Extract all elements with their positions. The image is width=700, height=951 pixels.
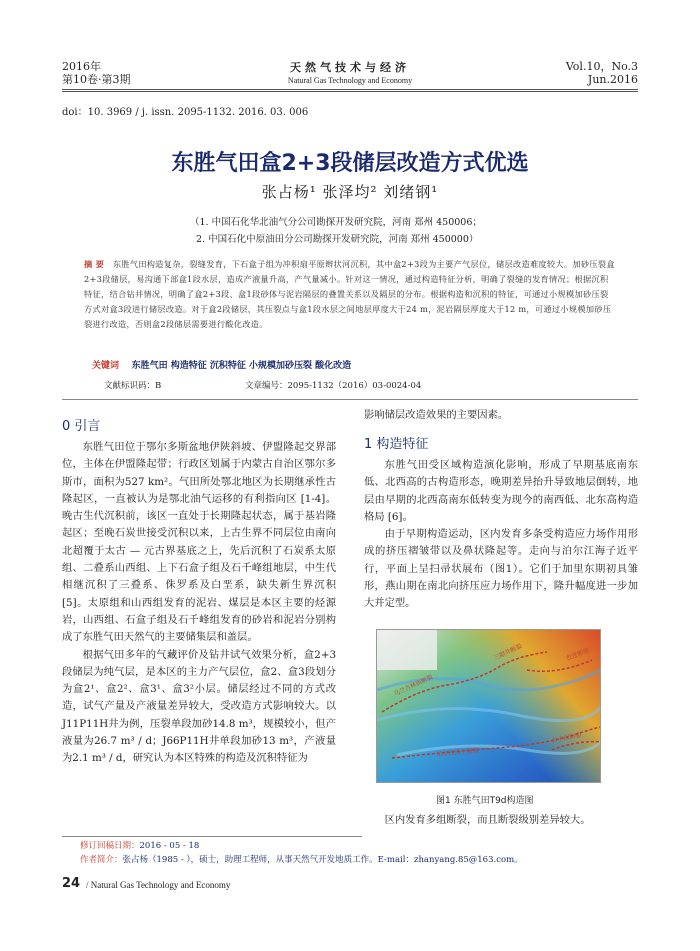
- clc-code: 文献标识码：B: [104, 381, 162, 391]
- header-date-en: Jun.2016: [587, 73, 638, 86]
- keywords-terms: 东胜气田 构造特征 沉积特征 小规模加砂压裂 酸化改造: [131, 361, 352, 371]
- section-intro-title: 0 引言: [62, 419, 101, 434]
- fault-label-5: 色连断裂: [565, 647, 591, 662]
- received-date: 2016 - 05 - 18: [139, 841, 200, 851]
- footnote-author: [80, 853, 523, 867]
- right-top-text: 影响储层改造效果的主要因素。: [364, 409, 509, 421]
- authors: 张占杨¹ 张泽均² 刘绪钢¹: [261, 183, 439, 201]
- structure-paragraph-1: 东胜气田受区域构造演化影响，形成了早期基底南东低、北西高的古构造形态，晚期差异抬升导致地层倒转，地层由早期的北西高南东低转变为现今的南西低、北东高构造格局 [6]。: [364, 459, 638, 523]
- fault-label-1: 乌兰吉林庙断裂: [392, 673, 434, 698]
- abstract: [84, 257, 616, 332]
- footer-journal: / Natural Gas Technology and Economy: [86, 880, 231, 890]
- intro-paragraph-1: 东胜气田位于鄂尔多斯盆地伊陕斜坡、伊盟隆起交界部位，主体在伊盟隆起带；行政区划属于内蒙古自治区鄂尔多斯市，面积为527 km²。气田所处鄂北地区为长期继承性古隆起区，一直被认为是鄂北油气运移的有利指向区 [1-4]。晚古生代沉积前，该区一直处于长期隆起状态，属于基岩隆起区；至晚石炭世接受沉积以来，上古生界不同层位由南向北超覆于太古 — 元古界基底之上，先后沉积了石炭系太原组、二叠系山西组、上下石盒子组及石千峰组地层，中生代相继沉积了三叠系、侏罗系及白垩系，缺失新生界沉积 [5]。太原组和山西组发育的泥岩、煤层是本区主要的烃源岩，山西组、石盒子组及石千峰组发育的砂岩和泥岩分别构成了东胜气田天然气的主要储集层和盖层。: [62, 441, 336, 644]
- fault-label-3: 三眼井断裂: [492, 642, 524, 662]
- header-journal-cn: 天然气技术与经济: [290, 61, 410, 74]
- after-figure-text: 区内发育多组断裂，而且断裂级别差异较大。: [384, 814, 591, 826]
- author-label: 作者简介：: [80, 855, 123, 865]
- footnote-rule: [62, 836, 362, 837]
- abstract-label: 摘 要: [84, 259, 105, 269]
- fault-label-4: 公卡汉断裂: [551, 731, 582, 744]
- header-rule-2: [62, 91, 638, 92]
- header-vol-en: Vol.10，No.3: [565, 60, 638, 73]
- page-number: 24: [62, 876, 81, 891]
- structure-map-figure: [376, 629, 601, 783]
- structure-paragraph-2: 由于早期构造运动，区内发育多条受构造应力场作用形成的挤压褶皱带以及鼻状隆起等。走向与泊尔江海子近平行，平面上呈扫帚状展布（图1）。它们于加里东期初具雏形，燕山期在南北向挤压应力场作用下，隆升幅度进一步加大并定型。: [364, 528, 638, 610]
- header-rule: [62, 89, 638, 90]
- affiliation-1: （1. 中国石化华北油气分公司勘探开发研究院，河南 郑州 450006；: [190, 217, 482, 228]
- abstract-text: 东胜气田构造复杂，裂缝发育，下石盒子组为冲积扇平原辫状河沉积，其中盒2+3段为主要产气层位，储层改造难度较大。加砂压裂盒2+3段储层，易沟通下部盒1段水层，造成产液量升高，产气量减小。针对这一情况，通过构造特征分析，明确了裂缝的发育情况；根据沉积特征，结合钻井情况，明确了盒2+3段、盒1段砂体与泥岩隔层的叠置关系以及隔层的分布。根据构造和沉积的特征，可通过小规模加砂压裂方式对盒3段进行储层改造。对于盒2段储层，其压裂点与盒1段水层之间地层厚度大于24 m，泥岩隔层厚度大于12 m，可通过小规模加砂压裂进行改造，否则盒2段储层需要进行酸化改造。: [84, 259, 615, 329]
- header-volume: 第10卷·第3期: [62, 73, 131, 86]
- footnote-received: [80, 839, 199, 853]
- doi: doi：10. 3969 / j. issn. 2095-1132. 2016. 03. 006: [62, 107, 309, 118]
- structure-map: [377, 630, 601, 783]
- header-journal-en: Natural Gas Technology and Economy: [287, 76, 413, 85]
- received-label: 修订回稿日期：: [80, 841, 140, 851]
- header-year: 2016年: [62, 60, 101, 73]
- paper-title: 东胜气田盒2+3段储层改造方式优选: [171, 151, 529, 176]
- figure-caption: 图1 东胜气田T9d构造图: [436, 796, 534, 806]
- section-structure-title: 1 构造特征: [364, 437, 429, 452]
- author-bio: 张占杨（1985 - ），硕士，助理工程师，从事天然气开发地质工作。E-mail：zhanyang.85@163.com。: [122, 855, 523, 865]
- structure-body: [364, 457, 638, 613]
- abstract-rule: [62, 399, 638, 400]
- article-number: 文章编号：2095-1132（2016）03-0024-04: [245, 381, 422, 391]
- fault-label-2: 泊尔江海子断裂: [436, 747, 480, 758]
- keywords: [92, 358, 351, 371]
- intro-body: [62, 439, 336, 768]
- affiliation-2: 2. 中国石化中原油田分公司勘探开发研究院，河南 郑州 450000）: [196, 234, 479, 245]
- intro-paragraph-2: 根据气田多年的气藏评价及钻井试气效果分析，盒2+3段储层为纯气层，是本区的主力产气层位，盒2、盒3段划分为盒2¹、盒2²、盒3¹、盒3²小层。储层经过不同的方式改造，试气产量及产液量差异较大，受改造方式影响较大。以J11P11H井为例，压裂单段加砂14.8 m³，规模较小，但产液量为26.7 m³ / d；J66P11H井单段加砂13 m³，产液量为2.1 m³ / d，研究认为本区特殊的构造及沉积特征为: [62, 648, 336, 765]
- keywords-label: 关键词: [92, 361, 120, 371]
